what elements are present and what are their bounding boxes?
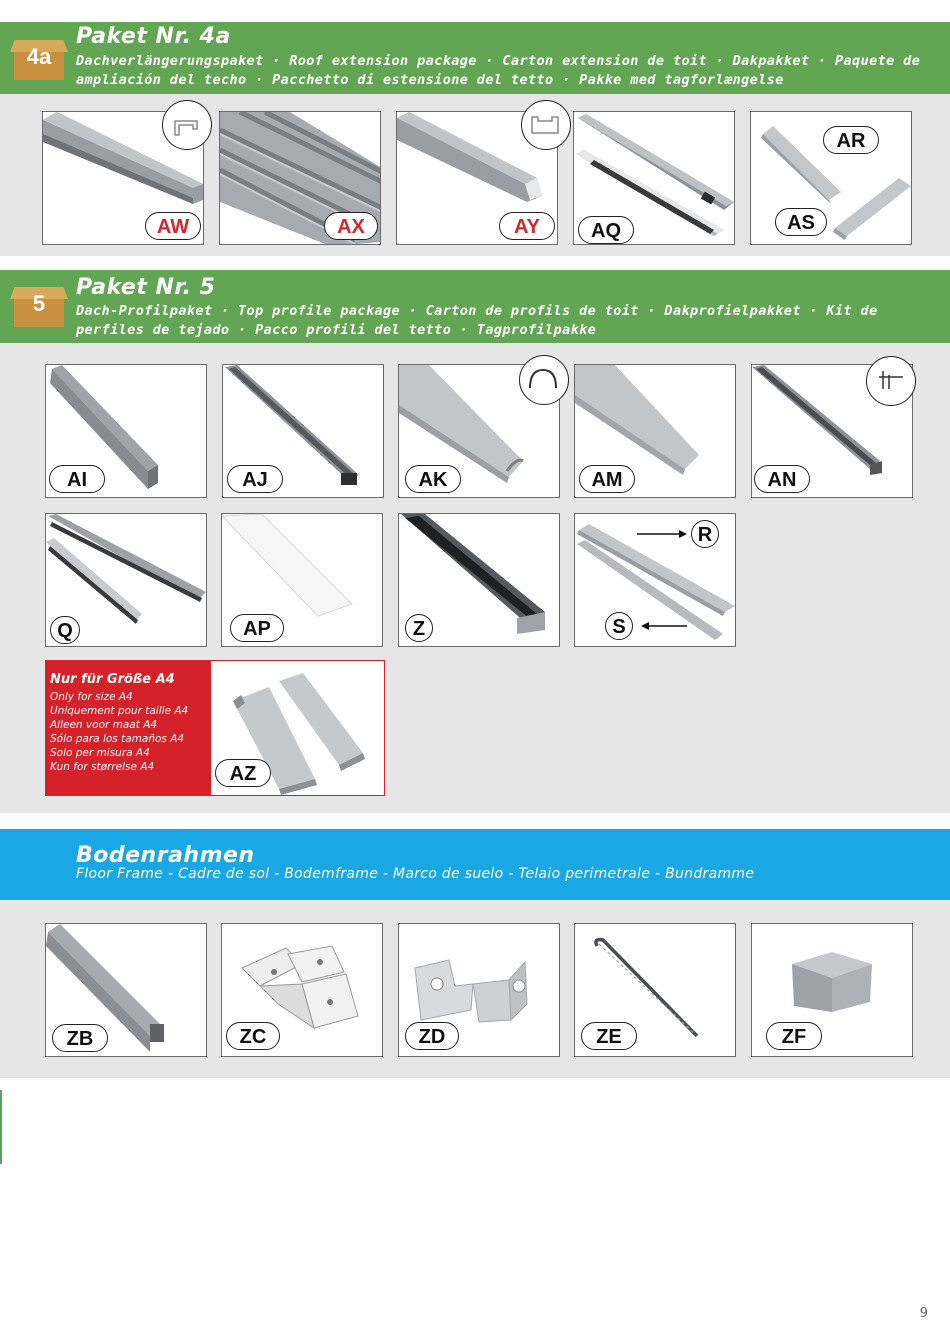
part-code-label: AP xyxy=(230,614,284,642)
part-panel-zb xyxy=(45,923,207,1057)
part-code-label: AR xyxy=(823,126,879,154)
package-box-icon xyxy=(10,40,68,80)
profile-cross-section-icon xyxy=(519,355,569,405)
part-panel-ze xyxy=(574,923,736,1057)
profile-cross-section-icon xyxy=(866,356,916,406)
package-badge: 4a xyxy=(26,44,52,69)
section-subtitle: Floor Frame - Cadre de sol - Bodemframe - Marco de suelo - Telaio perimetrale - Bundramme xyxy=(76,866,755,882)
part-code-label: AX xyxy=(324,212,378,240)
part-panel-aj xyxy=(222,364,384,498)
part-code-label: ZE xyxy=(581,1022,637,1050)
profile-cross-section-icon xyxy=(521,100,571,150)
part-code-label: AN xyxy=(754,465,810,493)
package-box-icon xyxy=(10,287,68,327)
section-floor-header xyxy=(0,829,950,900)
part-panel-q xyxy=(45,513,207,647)
a4-note-line: Uniquement pour taille A4 xyxy=(50,705,189,717)
part-panel-ax xyxy=(219,111,381,245)
part-code-label: S xyxy=(605,612,633,640)
margin-rule xyxy=(0,1090,2,1164)
part-panel-ar-as xyxy=(750,111,912,245)
part-code-label: ZB xyxy=(52,1024,108,1052)
section-title: Paket Nr. 5 xyxy=(76,275,216,300)
part-panel-ap xyxy=(221,513,383,647)
part-code-label: AQ xyxy=(578,216,634,244)
page-number: 9 xyxy=(919,1306,928,1321)
part-code-label: AW xyxy=(145,212,201,240)
a4-note-line: Kun for størrelse A4 xyxy=(50,761,155,773)
profile-cross-section-icon xyxy=(162,100,212,150)
a4-note-line: Sólo para los tamaños A4 xyxy=(50,733,185,745)
section-title: Bodenrahmen xyxy=(76,843,255,868)
part-code-label: ZC xyxy=(226,1022,280,1050)
part-panel-zd xyxy=(398,923,560,1057)
part-code-label: Q xyxy=(50,616,80,644)
part-code-label: ZF xyxy=(766,1022,822,1050)
part-code-label: AY xyxy=(499,212,555,240)
part-code-label: Z xyxy=(405,614,433,642)
section-title: Paket Nr. 4a xyxy=(76,24,231,49)
a4-note-line: Only for size A4 xyxy=(50,691,133,703)
part-panel-am xyxy=(574,364,736,498)
part-code-label: AK xyxy=(405,465,461,493)
part-panel-r-s xyxy=(574,513,736,647)
part-panel-zc xyxy=(221,923,383,1057)
part-panel-ai xyxy=(45,364,207,498)
part-code-label: AI xyxy=(49,465,105,493)
a4-note-line: Solo per misura A4 xyxy=(50,747,150,759)
a4-only-note xyxy=(45,660,211,796)
part-code-label: AJ xyxy=(227,465,283,493)
section-4a-header xyxy=(0,22,950,94)
part-code-label: AS xyxy=(775,208,827,236)
part-panel-aq xyxy=(573,111,735,245)
a4-note-title: Nur für Größe A4 xyxy=(50,672,175,687)
section-5-header xyxy=(0,270,950,343)
section-subtitle: Dach-Profilpaket · Top profile package · Carton de profils de toit · Dakprofielpakket · Kit de perfiles de tejado · Pacco profili del tetto · Tagprofilpakke xyxy=(76,303,878,338)
part-code-label: AM xyxy=(579,465,635,493)
part-code-label: R xyxy=(691,520,719,548)
part-panel-az xyxy=(211,660,385,796)
part-code-label: AZ xyxy=(215,759,271,787)
package-badge: 5 xyxy=(32,291,46,316)
part-panel-z xyxy=(398,513,560,647)
section-subtitle: Dachverlängerungspaket · Roof extension package · Carton extension de toit · Dakpakket · Paquete de ampliación del techo · Pacchetto di estensione del tetto · Pakke med tagforlængelse xyxy=(76,53,921,88)
part-panel-zf xyxy=(751,923,913,1057)
part-code-label: ZD xyxy=(405,1022,459,1050)
a4-note-line: Alleen voor maat A4 xyxy=(50,719,158,731)
